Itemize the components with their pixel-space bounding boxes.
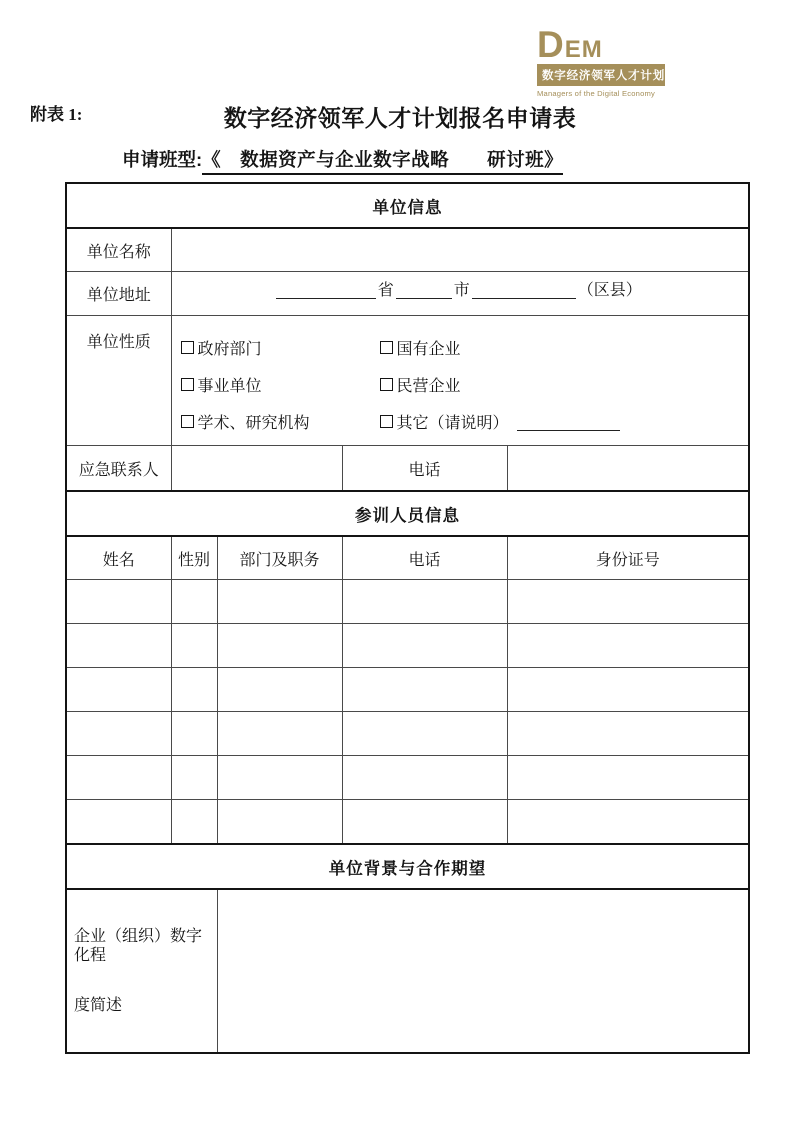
city-suffix: 市 [453,282,470,300]
district-suffix: （区县） [577,282,642,300]
unit-name-row [66,228,749,272]
participant-empty-cell [171,580,217,624]
background-section-row [66,844,749,889]
dem-logo-letter-d: D [537,24,565,65]
participant-empty-row [66,580,749,624]
unit-info-section-title: 单位信息 [66,183,749,228]
participant-empty-cell [217,580,342,624]
participants-header-row [66,536,749,580]
participant-empty-cell [342,712,507,756]
column-header-name: 姓名 [66,536,171,580]
dem-logo-letters-em: EM [564,36,603,63]
option-label: 民营企业 [396,377,461,395]
option-state-owned [380,336,461,359]
option-academic [181,410,380,433]
participant-empty-cell [507,756,749,800]
unit-nature-options-cell [171,316,749,446]
participant-empty-cell [66,668,171,712]
participant-empty-cell [507,712,749,756]
participant-empty-cell [171,800,217,845]
province-suffix: 省 [377,282,394,300]
participant-empty-cell [217,624,342,668]
background-section-title: 单位背景与合作期望 [66,844,749,889]
checkbox-icon [380,415,393,428]
unit-name-label: 单位名称 [66,228,171,272]
province-blank-line [276,282,376,300]
emergency-contact-row [66,446,749,492]
column-header-gender: 性别 [171,536,217,580]
participant-empty-cell [171,624,217,668]
participant-empty-cell [507,668,749,712]
participant-empty-row [66,668,749,712]
column-header-department: 部门及职务 [217,536,342,580]
participant-empty-cell [66,756,171,800]
dem-logo-acronym [537,24,665,65]
option-label: 其它（请说明） [396,414,509,432]
option-label: 政府部门 [197,340,262,358]
participant-empty-cell [66,580,171,624]
class-type-line [122,146,563,172]
checkbox-icon [181,415,194,428]
participant-empty-cell [342,624,507,668]
dem-logo-tagline: Managers of the Digital Economy [537,89,656,99]
checkbox-icon [181,378,194,391]
participant-empty-cell [507,800,749,845]
checkbox-icon [380,341,393,354]
participant-empty-row [66,624,749,668]
unit-nature-label: 单位性质 [66,316,171,446]
participant-empty-cell [171,668,217,712]
dem-logo-banner: 数字经济领军人才计划 [537,64,665,86]
participant-empty-cell [507,580,749,624]
class-type-value: 《 数据资产与企业数字战略 研讨班》 [202,149,563,175]
city-blank-line [396,282,452,300]
digitalization-row [66,889,749,1053]
participant-empty-cell [342,800,507,845]
digitalization-label-line2: 度简述 [74,996,123,1014]
participant-empty-cell [217,800,342,845]
nature-options [172,322,749,440]
participant-empty-cell [217,756,342,800]
participant-empty-cell [66,712,171,756]
other-blank-line [517,413,620,431]
unit-info-section-row [66,183,749,228]
district-blank-line [472,282,576,300]
column-header-phone: 电话 [342,536,507,580]
participant-empty-row [66,712,749,756]
unit-nature-row [66,316,749,446]
participant-empty-cell [507,624,749,668]
option-other [380,410,620,433]
application-form-table [65,182,750,1054]
emergency-phone-value-cell [507,446,749,492]
participant-empty-cell [342,756,507,800]
emergency-phone-label: 电话 [342,446,507,492]
unit-address-label: 单位地址 [66,272,171,316]
participant-empty-cell [342,580,507,624]
option-label: 事业单位 [197,377,262,395]
participant-empty-cell [66,624,171,668]
attachment-label: 附表 1: [30,105,83,124]
dem-logo [537,24,665,99]
option-private-enterprise [380,373,461,396]
digitalization-label [66,889,217,1053]
digitalization-value-cell [217,889,749,1053]
nature-options-line-1 [181,329,749,366]
nature-options-line-2 [181,366,749,403]
option-government [181,336,380,359]
participant-empty-cell [66,800,171,845]
participants-empty-rows [66,580,749,845]
checkbox-icon [181,341,194,354]
participant-empty-cell [171,756,217,800]
unit-address-value-cell [171,272,749,316]
class-type-label: 申请班型: [122,149,203,170]
participant-empty-cell [171,712,217,756]
unit-address-row [66,272,749,316]
emergency-contact-value-cell [171,446,342,492]
unit-name-value-cell [171,228,749,272]
unit-address-template [172,282,749,306]
emergency-contact-label: 应急联系人 [66,446,171,492]
participant-empty-cell [342,668,507,712]
participants-section-row [66,491,749,536]
participants-section-title: 参训人员信息 [66,491,749,536]
option-label: 国有企业 [396,340,461,358]
participant-empty-cell [217,668,342,712]
checkbox-icon [380,378,393,391]
option-public-institution [181,373,380,396]
option-label: 学术、研究机构 [197,414,310,432]
page-title: 数字经济领军人才计划报名申请表 [223,105,577,131]
nature-options-line-3 [181,403,749,440]
participant-empty-cell [217,712,342,756]
column-header-id-number: 身份证号 [507,536,749,580]
participant-empty-row [66,756,749,800]
participant-empty-row [66,800,749,845]
digitalization-label-line1: 企业（组织）数字化程 [74,928,203,965]
